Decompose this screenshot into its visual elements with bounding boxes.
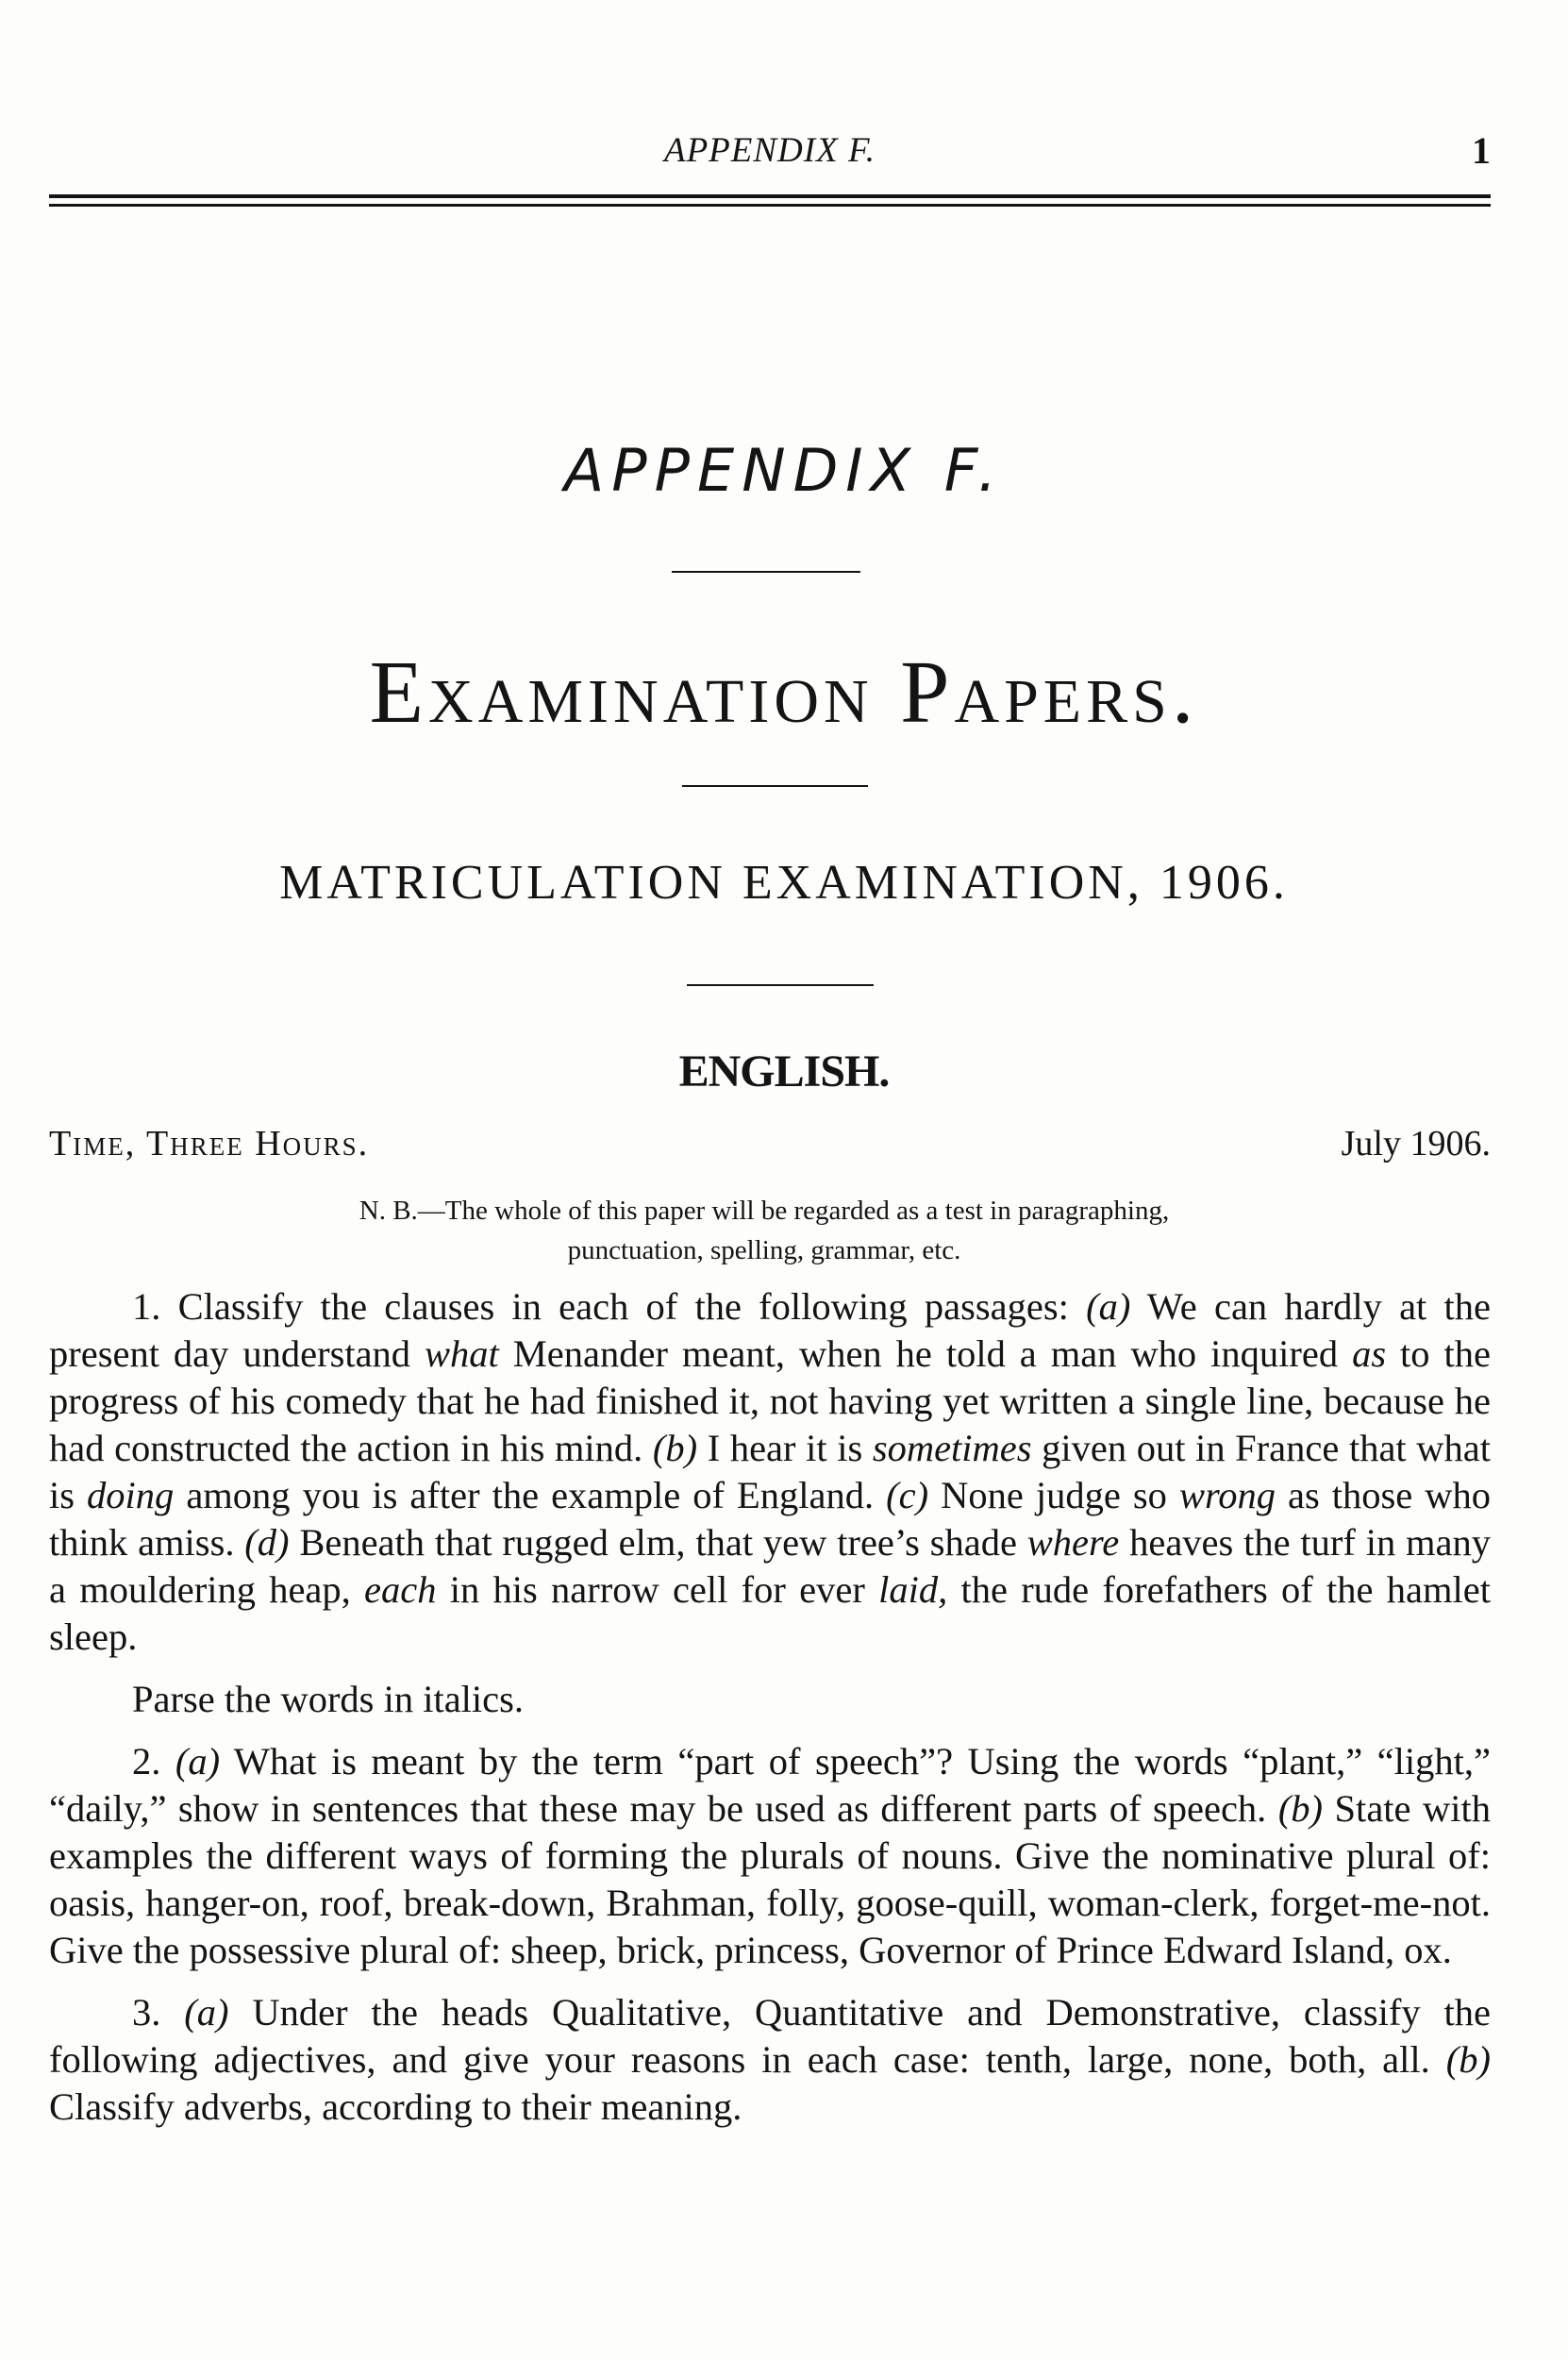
question-text: to the progress of his comedy that he had finished it, not having yet written a single line, because he had constructed the action in his mind.: [49, 1332, 1491, 1469]
exam-date: July 1906.: [1341, 1124, 1491, 1163]
main-title: Examination Papers.: [369, 644, 1199, 742]
question-text: 1. Classify the clauses in each of the following passages:: [132, 1285, 1087, 1328]
question-text: among you is after the example of England.: [174, 1474, 887, 1516]
part-label: (a): [175, 1740, 221, 1783]
part-label: (b): [652, 1427, 698, 1469]
part-label: (b): [1445, 2038, 1491, 2081]
header-rule-second: [49, 204, 1491, 207]
question-text: What is meant by the term “part of speech”? Using the words “plant,” “light,” “daily,” show in sentences that these may be used as different parts of speech.: [49, 1740, 1491, 1830]
question-2: [49, 1738, 1491, 1974]
part-label: (c): [886, 1474, 929, 1516]
exam-questions: [49, 1283, 1491, 2131]
subject-heading: ENGLISH.: [678, 1046, 890, 1096]
parse-instruction: Parse the words in italics.: [132, 1678, 525, 1720]
italic-word: where: [1026, 1521, 1120, 1564]
italic-word: sometimes: [872, 1427, 1032, 1469]
italic-word: doing: [87, 1474, 175, 1516]
italic-word: as: [1352, 1332, 1387, 1375]
title-divider: [672, 571, 860, 573]
instruction-note: [179, 1191, 1349, 1270]
question-text: Menander meant, when he told a man who inquired: [498, 1332, 1353, 1375]
note-line: punctuation, spelling, grammar, etc.: [567, 1235, 961, 1265]
question-text: Classify adverbs, according to their meaning.: [49, 2085, 742, 2128]
question-text: heaves the turf in many a mouldering heap,: [49, 1521, 1491, 1611]
italic-word: laid,: [878, 1568, 948, 1611]
title-divider: [687, 984, 874, 986]
exam-duration: Time, Three Hours.: [49, 1124, 370, 1163]
question-3: [49, 1989, 1491, 2131]
running-title: APPENDIX F.: [663, 131, 876, 170]
question-text: None judge so: [928, 1474, 1179, 1516]
question-text: 2.: [132, 1740, 175, 1783]
question-text: as those who think amiss.: [49, 1474, 1492, 1564]
italic-word: what: [425, 1332, 499, 1375]
note-line: N. B.—The whole of this paper will be regarded as a test in paragraphing,: [359, 1196, 1170, 1226]
part-label: (b): [1277, 1787, 1324, 1830]
part-label: (a): [1086, 1285, 1131, 1328]
exam-subtitle: MATRICULATION EXAMINATION, 1906.: [279, 856, 1289, 910]
question-text: Under the heads Qualitative, Quantitative and Demonstrative, classify the following adjectives, and give your reasons in each case: tenth, large, none, both, all.: [49, 1991, 1492, 2081]
italic-word: wrong: [1178, 1474, 1276, 1516]
exam-info-line: [49, 1123, 1491, 1164]
question-text: We can hardly at the present day understand: [49, 1285, 1491, 1375]
part-label: (d): [244, 1521, 290, 1564]
part-label: (a): [184, 1991, 229, 2034]
question-text: the rude forefathers of the hamlet sleep.: [49, 1568, 1491, 1658]
question-text: 3.: [132, 1991, 185, 2034]
question-text: I hear it is: [697, 1427, 873, 1469]
question-text: Beneath that rugged elm, that yew tree’s shade: [289, 1521, 1027, 1564]
header-rule: [49, 194, 1491, 198]
question-text: State with examples the different ways of forming the plurals of nouns. Give the nominative plural of: oasis, hanger-on, roof, break-down, Brahman, folly, goose-quill, woman-clerk, forget-me-not. Give the possessive plural of: sheep, brick, princess, Governor of Prince Edward Island, ox.: [49, 1787, 1492, 1971]
running-header: [49, 125, 1491, 172]
appendix-title: APPENDIX F.: [563, 436, 1005, 505]
page-number: 1: [1472, 129, 1491, 172]
question-1: [49, 1283, 1491, 1661]
question-text: given out in France that what is: [49, 1427, 1491, 1516]
title-divider: [682, 785, 868, 787]
question-text: in his narrow cell for ever: [436, 1568, 879, 1611]
italic-word: each: [364, 1568, 437, 1611]
